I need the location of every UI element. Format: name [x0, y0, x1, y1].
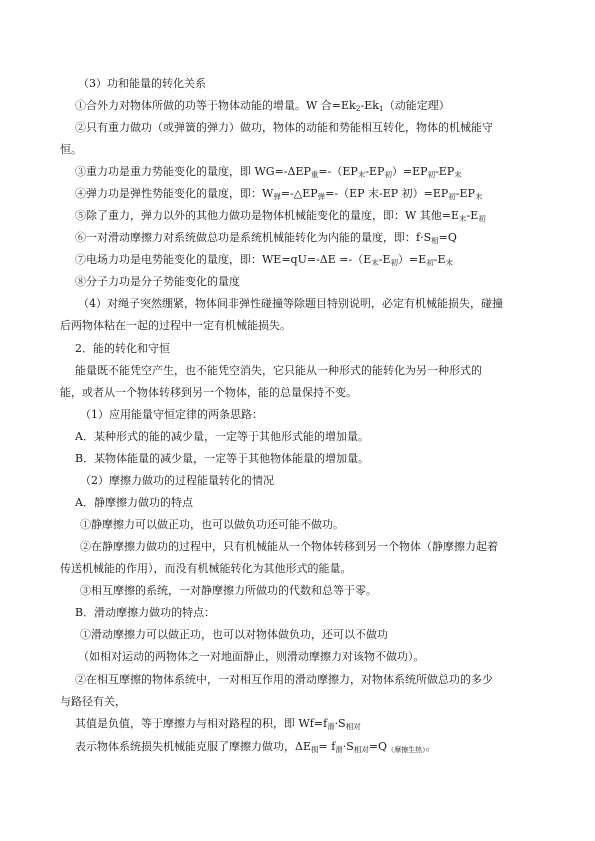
- text-segment: 。: [425, 740, 437, 753]
- text-line: [75, 363, 550, 379]
- text-segment: =-（EP: [318, 165, 358, 178]
- text-segment: ·S: [342, 740, 354, 753]
- text-line: [78, 296, 550, 312]
- text-segment: ⑤除了重力，弹力以外的其他力做功是物体机械能变化的量度，即：W 其他=E: [75, 209, 460, 222]
- text-segment: ②在静摩擦力做功的过程中，只有机械能从一个物体转移到另一个物体（静摩擦力起着: [80, 540, 498, 553]
- text-line: [60, 385, 550, 401]
- subscript-text: 滑: [335, 745, 343, 754]
- text-line: [75, 230, 550, 246]
- text-segment: ②在相互摩擦的物体系统中，一对相互作用的滑动摩擦力，对物体系统所做总功的多少: [75, 673, 493, 686]
- text-segment: 恒。: [60, 143, 82, 156]
- subscript-text: 初: [478, 214, 486, 223]
- text-line: [75, 164, 550, 180]
- text-segment: =-△EP: [280, 187, 318, 200]
- text-line: [75, 274, 550, 290]
- text-segment: A．某种形式的能的减少量，一定等于其他形式能的增加量。: [75, 430, 369, 443]
- text-line: [80, 407, 550, 423]
- text-segment: ）=EP: [391, 165, 428, 178]
- text-line: [78, 76, 550, 92]
- text-segment: 传送机械能的作用），而没有机械能转化为其他形式的能量。: [60, 562, 352, 575]
- text-line: [60, 142, 550, 158]
- subscript-text: 2: [355, 104, 361, 113]
- text-segment: ）=E: [397, 253, 427, 266]
- text-segment: ⑦电场力功是电势能变化的量度，即：WE=qU=-ΔE =-（E: [75, 253, 372, 266]
- subscript-text: 重: [310, 170, 319, 179]
- text-segment: -EP: [455, 187, 475, 200]
- text-segment: ④弹力功是弹性势能变化的量度，即：W: [75, 187, 274, 200]
- text-line: [75, 252, 550, 268]
- subscript-text: 初: [384, 170, 392, 179]
- text-segment: （4）对绳子突然绷紧，物体间非弹性碰撞等除题目特别说明，必定有机械能损失，碰撞: [78, 297, 503, 310]
- text-segment: 能，或者从一个物体转移到另一个物体，能的总量保持不变。: [60, 386, 357, 399]
- text-segment: =Q: [438, 231, 457, 244]
- text-segment: ·S: [334, 717, 346, 730]
- text-line: [75, 120, 550, 136]
- text-line: [80, 517, 550, 533]
- subscript-text: 1: [378, 104, 384, 113]
- text-line: [75, 739, 550, 755]
- text-line: [78, 649, 550, 665]
- text-line: [75, 186, 550, 202]
- text-segment: （2）摩擦力做功的过程能量转化的情况: [80, 474, 274, 487]
- text-segment: -EP: [365, 165, 385, 178]
- text-line: [75, 208, 550, 224]
- text-line: [80, 539, 550, 555]
- subscript-text: 弹: [317, 192, 326, 201]
- subscript-text: 末: [474, 192, 483, 201]
- subscript-text: 损: [310, 745, 319, 754]
- text-line: [75, 98, 550, 114]
- subscript-text: 初: [390, 258, 398, 267]
- text-segment: ⑧分子力功是分子势能变化的量度: [75, 275, 240, 288]
- text-line: [75, 341, 550, 357]
- text-segment: -E: [378, 253, 391, 266]
- text-segment: 与路径有关，: [60, 695, 126, 708]
- text-line: [75, 495, 550, 511]
- subscript-text: 相对: [353, 745, 369, 754]
- text-line: [60, 694, 550, 710]
- text-segment: -E: [433, 253, 446, 266]
- text-line: [75, 716, 550, 732]
- subscript-text: 末: [371, 258, 379, 267]
- text-line: [75, 605, 550, 621]
- text-segment: （如相对运动的两物体之一对地面静止，则滑动摩擦力对该物不做功）。: [78, 650, 425, 663]
- text-segment: A．静摩擦力做功的特点: [75, 496, 193, 509]
- subscript-text: 初: [448, 192, 456, 201]
- subscript-text: （摩擦生热）: [387, 746, 426, 754]
- subscript-text: 末: [459, 214, 467, 223]
- text-segment: ③重力功是重力势能变化的量度，即 WG=-ΔEP: [75, 165, 311, 178]
- text-line: [75, 451, 550, 467]
- text-segment: -Ek: [360, 99, 379, 112]
- text-segment: （1）应用能量守恒定律的两条思路：: [80, 408, 263, 421]
- text-segment: = f: [318, 740, 336, 753]
- subscript-text: 弹: [273, 192, 281, 201]
- text-segment: ⑥一对滑动摩擦力对系统做总功是系统机械能转化为内能的量度，即：f·S: [75, 231, 432, 244]
- subscript-text: 相对: [345, 722, 361, 731]
- text-segment: -EP: [435, 165, 455, 178]
- text-segment: ①滑动摩擦力可以做正功，也可以对物体做负功，还可以不做功: [80, 628, 388, 641]
- text-segment: （3）功和能量的转化关系: [78, 77, 206, 90]
- text-segment: ②只有重力做功（或弹簧的弹力）做功，物体的动能和势能相互转化，物体的机械能守: [75, 121, 493, 134]
- text-line: [75, 672, 550, 688]
- text-line: [60, 318, 550, 334]
- subscript-text: 末: [454, 170, 462, 179]
- text-segment: 能量既不能凭空产生，也不能凭空消失，它只能从一种形式的能转化为另一种形式的: [75, 364, 482, 377]
- subscript-text: 末: [357, 170, 366, 179]
- text-segment: ①合外力对物体所做的功等于物体动能的增量。W 合=Ek: [75, 99, 356, 112]
- text-line: [80, 627, 550, 643]
- text-segment: 表示物体系统损失机械能克服了摩擦力做功，ΔE: [75, 740, 311, 753]
- text-segment: ③相互摩擦的系统，一对静摩擦力所做功的代数和总等于零。: [80, 584, 377, 597]
- text-line: [80, 473, 550, 489]
- subscript-text: 滑: [327, 722, 335, 731]
- text-segment: 2．能的转化和守恒: [75, 342, 170, 355]
- subscript-text: 初: [426, 258, 434, 267]
- subscript-text: 末: [445, 258, 453, 267]
- text-segment: -E: [466, 209, 479, 222]
- text-segment: 后两物体粘在一起的过程中一定有机械能损失。: [60, 319, 291, 332]
- text-segment: B．滑动摩擦力做功的特点：: [75, 606, 216, 619]
- subscript-text: 初: [427, 170, 436, 179]
- text-line: [75, 429, 550, 445]
- text-segment: =-（EP 末-EP 初）=EP: [325, 187, 449, 200]
- text-line: [80, 583, 550, 599]
- text-segment: =Q: [368, 740, 388, 753]
- text-segment: （动能定理）: [383, 99, 450, 112]
- text-line: [60, 561, 550, 577]
- subscript-text: 相: [431, 236, 439, 245]
- text-segment: ①静摩擦力可以做正功，也可以做负功还可能不做功。: [80, 518, 344, 531]
- text-segment: 其值是负值，等于摩擦力与相对路程的积，即 Wf=f: [75, 717, 328, 730]
- text-segment: B．某物体能量的减少量，一定等于其他物体能量的增加量。: [75, 452, 370, 465]
